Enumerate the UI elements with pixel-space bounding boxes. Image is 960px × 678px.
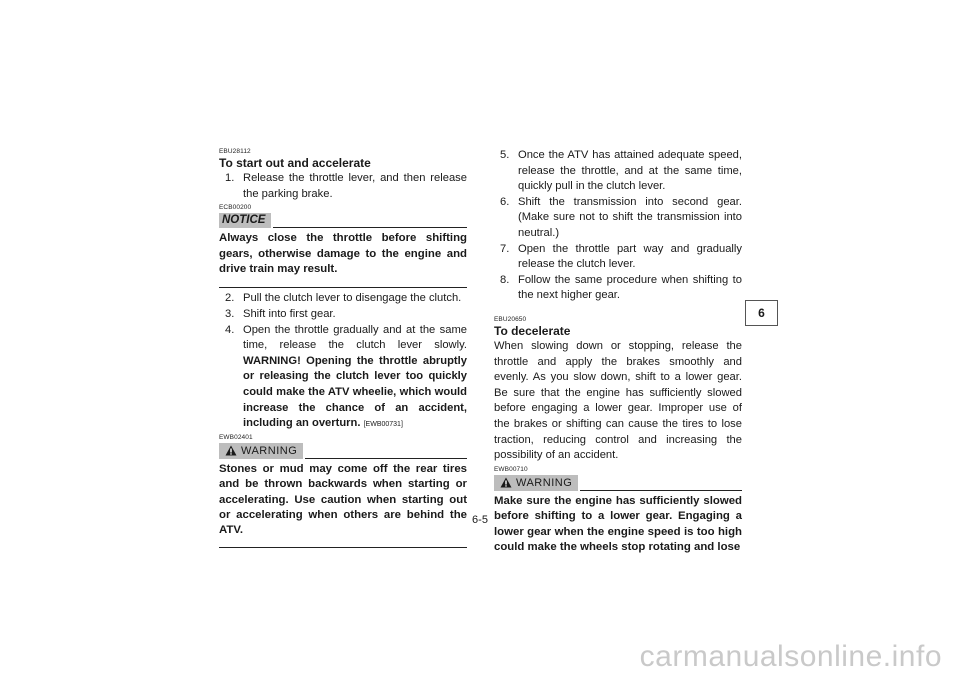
section-code: EBU28112	[219, 148, 251, 155]
notice-label: NOTICE	[219, 213, 271, 228]
step-number: 1.	[225, 172, 235, 184]
step-text: Follow the same procedure when shifting to the next higher gear.	[518, 273, 742, 302]
notice-rule	[273, 227, 467, 228]
warning-label-box	[219, 443, 303, 459]
step-text: Release the throttle lever, and then release the parking brake.	[243, 172, 467, 200]
warning-rule	[305, 458, 467, 459]
warning-text: Stones or mud may come off the rear tires and be thrown backwards when starting or accelerating. Use caution when starting out or accelerating when others are behind the ATV.	[219, 462, 467, 537]
section-tab: 6	[745, 300, 778, 326]
left-column	[219, 148, 467, 548]
step-number: 3.	[225, 308, 235, 320]
step-number: 6.	[500, 195, 510, 208]
step-text: Pull the clutch lever to disengage the clutch.	[243, 292, 462, 305]
warning-triangle-icon	[225, 445, 237, 456]
warning-text: Make sure the engine has sufficiently slowed before shifting to a lower gear. Engaging a lower gear when the engine speed is too high could make the wheels stop rotating and lose	[494, 494, 742, 553]
step-item	[219, 323, 467, 433]
step-number: 2.	[225, 292, 235, 305]
step-list	[219, 291, 467, 432]
section-heading: To decelerate	[494, 323, 571, 338]
step-item	[219, 307, 467, 323]
step-item	[219, 291, 467, 307]
step-number: 5.	[500, 149, 510, 161]
warning-header	[219, 443, 467, 459]
warning-end-rule	[219, 547, 467, 548]
step-item	[494, 242, 742, 273]
warning-rule	[580, 490, 742, 491]
step-item	[219, 171, 467, 202]
step-text: Shift the transmission into second gear. (Make sure not to shift the transmission into neutral.)	[518, 195, 742, 239]
step-item	[494, 195, 742, 242]
step-item	[494, 273, 742, 304]
section-heading: To start out and accelerate	[219, 156, 371, 170]
warning-ref: [EWB00731]	[363, 421, 403, 429]
step-list	[494, 148, 742, 304]
warning-triangle-icon	[500, 477, 512, 488]
warning-label-box	[494, 475, 578, 491]
step-number: 8.	[500, 273, 510, 286]
warning-header	[494, 475, 742, 491]
step-text: Open the throttle part way and gradually release the clutch lever.	[518, 242, 742, 271]
warning-label: WARNING	[516, 476, 573, 489]
page-number: 6-5	[472, 514, 488, 526]
step-text: Shift into first gear.	[243, 308, 336, 320]
right-column	[494, 148, 742, 555]
notice-text: Always close the throttle before shifting gears, otherwise damage to the engine and drive train may result.	[219, 232, 467, 275]
inline-warning: WARNING! Opening the throttle abruptly or releasing the clutch lever too quickly could make the ATV wheelie, which would increase the chance of an accident, including an overturn.	[243, 354, 467, 430]
warning-code: EWB00710	[494, 465, 528, 473]
step-number: 7.	[500, 242, 510, 255]
step-text: Once the ATV has attained adequate speed, release the throttle, and at the same time, quickly pull in the clutch lever.	[518, 149, 742, 193]
step-number: 4.	[225, 323, 235, 336]
step-text	[243, 323, 467, 433]
warning-code: EWB02401	[219, 433, 253, 441]
body-paragraph: When slowing down or stopping, release the throttle and apply the brakes smoothly and evenly. As you slow down, shift to a lower gear. Be sure that the engine has sufficiently slowed before engaging a lower gear. Improper use of the brakes or shifting can cause the tires to lose traction, reducing control and increasing the possibility of an accident.	[494, 339, 742, 462]
notice-code: ECB00200	[219, 204, 252, 212]
warning-label: WARNING	[241, 444, 298, 457]
step-body: Open the throttle gradually and at the same time, release the clutch lever slowly.	[243, 323, 467, 352]
notice-end-rule	[219, 287, 467, 288]
watermark: carmanualsonline.info	[639, 640, 942, 673]
notice-header	[219, 213, 467, 228]
step-item	[494, 148, 742, 195]
step-list	[219, 171, 467, 202]
section-code: EBU20650	[494, 315, 527, 323]
